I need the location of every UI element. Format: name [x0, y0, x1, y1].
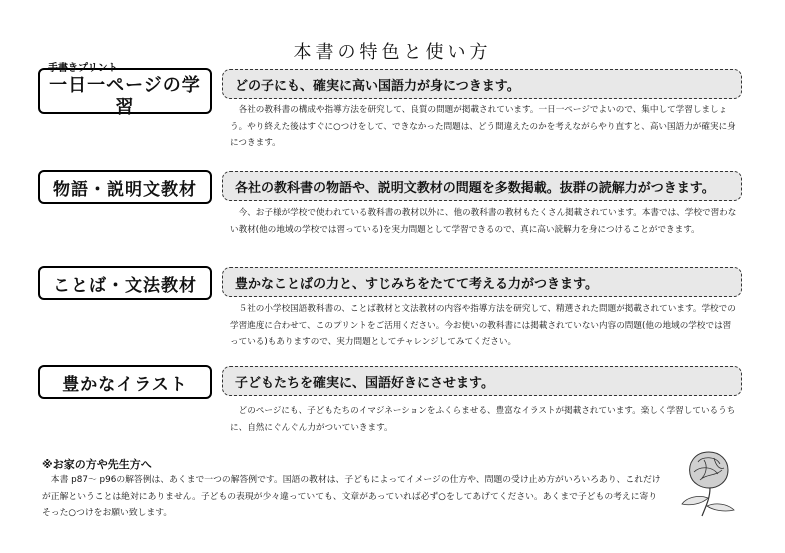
label-story-material — [38, 170, 212, 204]
lead-illustrations: 子どもたちを確実に、国語好きにさせます。 — [222, 366, 742, 396]
note-text: 本書 p87～ p96の解答例は、あくまで一つの解答例です。国語の教材は、子どもによってイメージの仕方や、問題の受け止め方がいろいろあり、これだけが正解ということは絶対にありません。子どもの表現が少々違っていても、文章があっていれば必ず○をしてあげてください。あくまで子どもの考えに寄りそった○つけをお願い致します。 — [42, 475, 661, 518]
label-daily-study — [38, 63, 212, 118]
label-grammar-material — [38, 266, 212, 300]
page-title: 本書の特色と使い方 — [293, 42, 492, 63]
label-illustrations-main: 豊かなイラスト — [62, 374, 188, 395]
lead-story-material: 各社の教科書の物語や、説明文教材の問題を多数掲載。抜群の読解力がつきます。 — [222, 171, 742, 201]
label-daily-study-main: 一日一ページの学習 — [49, 75, 201, 118]
rose-icon — [676, 448, 742, 518]
desc-story-material: 今、お子様が学校で使われている教科書の教材以外に、他の教科書の教材もたくさん掲載されています。本書では、学校で習わない教材(他の地域の学校では習っている)を実力問題として学習できるので、真に高い読解力を身につけることができます。 — [230, 208, 737, 235]
lead-grammar-material: 豊かなことばの力と、すじみちをたてて考える力がつきます。 — [222, 267, 742, 297]
desc-grammar-material: ５社の小学校国語教科書の、ことば教材と文法教材の内容や指導方法を研究して、精選された問題が掲載されています。学校での学習進度に合わせて、このプリントをご活用ください。今お使いの教科書には掲載されていない内容の問題(他の地域の学校では習っている)もありますので、実力問題としてチャレンジしてみてください。 — [230, 304, 736, 347]
label-story-material-main: 物語・説明文教材 — [53, 179, 197, 200]
lead-daily-study: どの子にも、確実に高い国語力が身につきます。 — [222, 69, 742, 99]
label-illustrations — [38, 365, 212, 399]
note-heading: ※お家の方や先生方へ — [42, 458, 152, 471]
label-grammar-material-main: ことば・文法教材 — [53, 275, 197, 296]
label-daily-study-small: 手書きプリント — [48, 63, 118, 74]
desc-daily-study: 各社の教科書の構成や指導方法を研究して、良質の問題が掲載されています。一日一ページでよいので、集中して学習しましょう。やり終えた後はすぐに○つけをして、できなかった問題は、どう間違えたのかを考えながらやり直すと、高い国語力が確実に身につきます。 — [230, 105, 736, 148]
desc-illustrations: どのページにも、子どもたちのイマジネーションをふくらませる、豊富なイラストが掲載されています。楽しく学習しているうちに、自然にぐんぐん力がついていきます。 — [230, 406, 736, 433]
